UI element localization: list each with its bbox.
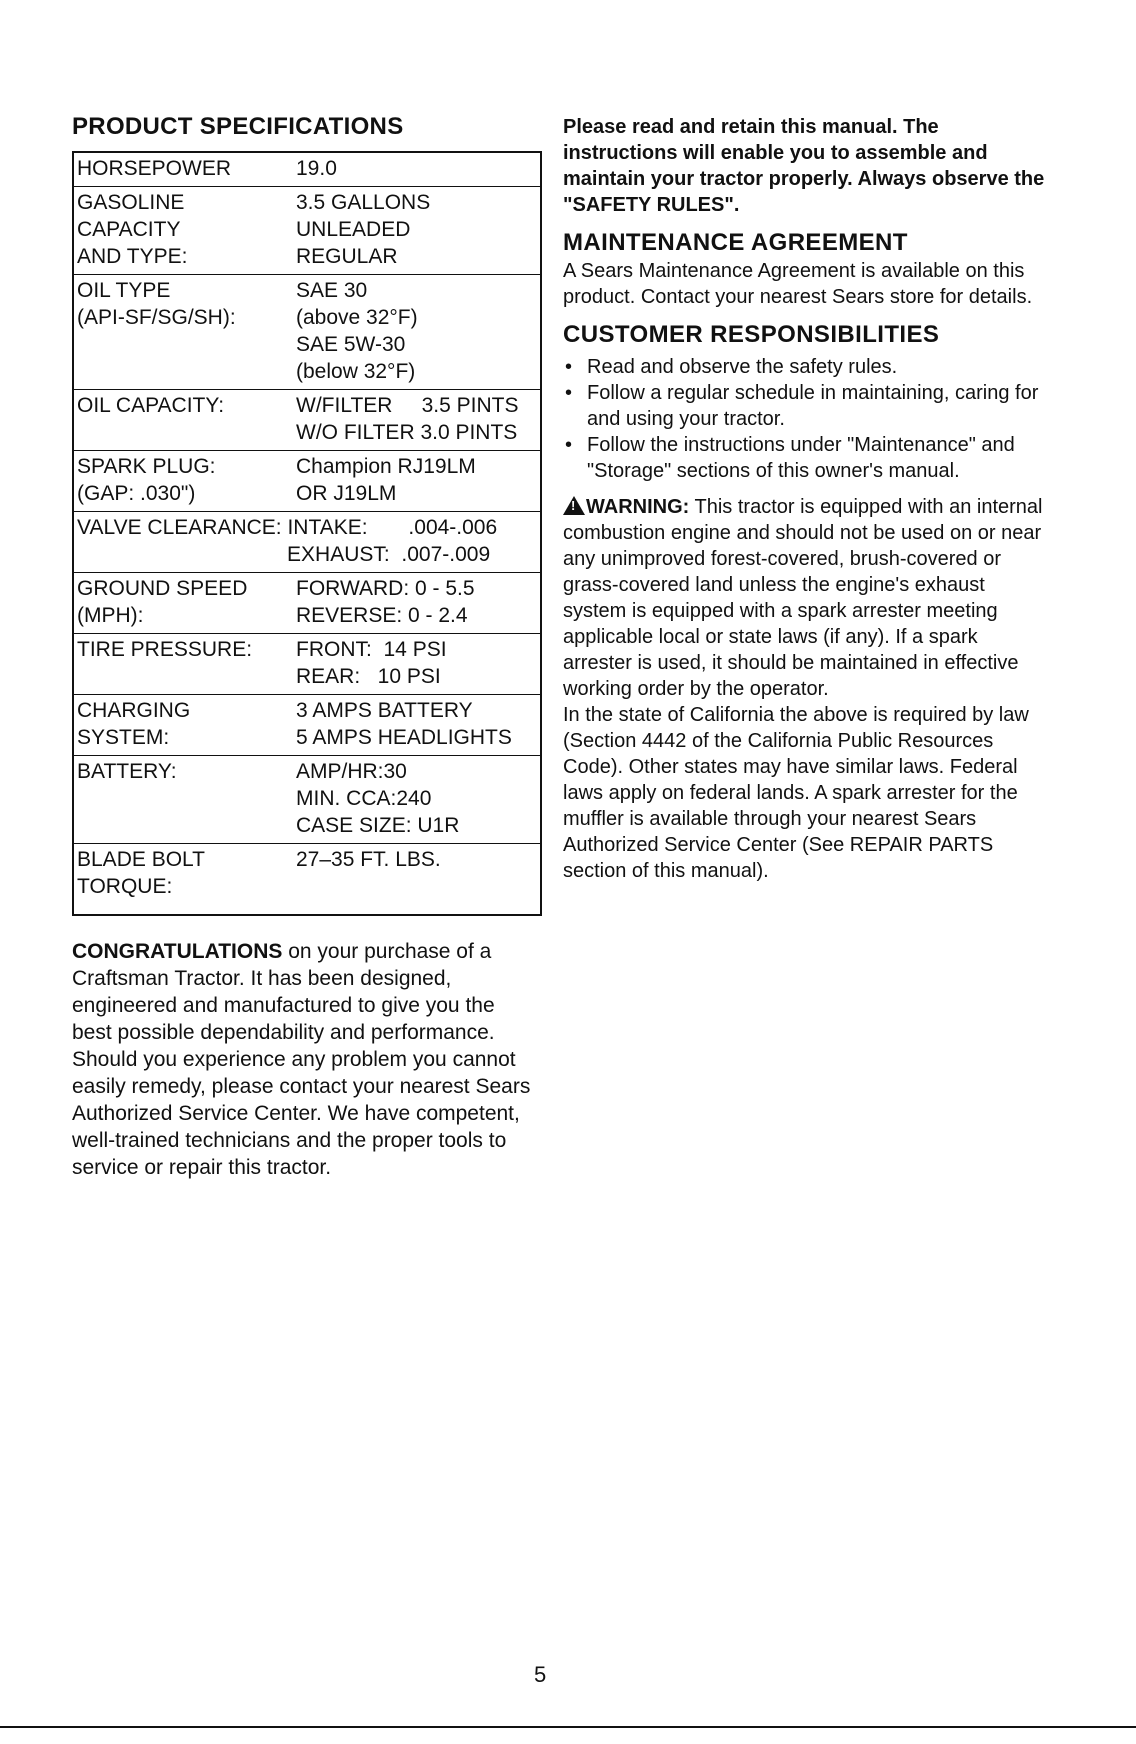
spec-label: HORSEPOWER [77, 157, 232, 180]
product-specifications-title: PRODUCT SPECIFICATIONS [72, 113, 404, 140]
intro-paragraph: Please read and retain this manual. The instructions will enable you to assemble and maintain your tractor properly. Always observe the "SAFETY RULES". [563, 116, 1045, 216]
congratulations-section [72, 938, 532, 1181]
warning-text: This tractor is equipped with an internal combustion engine and should not be used on or near any unimproved forest-covered, brush-covered or grass-covered land unless the engine's exhaust system is equipped with a spark arrester meeting applicable local or state laws (if any). If a spark arrester is used, it should be maintained in effective working order by the operator. [563, 496, 1043, 700]
left-column [72, 112, 542, 1181]
warning-label: WARNING: [586, 496, 690, 518]
spec-value: SAE 30 (above 32°F) SAE 5W-30 (below 32°F) [296, 279, 418, 383]
spec-row-battery [74, 755, 540, 843]
spec-row-oil-type [74, 274, 540, 389]
list-item: • Read and observe the safety rules. [563, 354, 1045, 380]
customer-responsibilities-heading: CUSTOMER RESPONSIBILITIES [563, 321, 940, 348]
spec-row-spark-plug [74, 450, 540, 511]
spec-row-horsepower [74, 153, 540, 186]
maintenance-agreement-text: A Sears Maintenance Agreement is available on this product. Contact your nearest Sears store for details. [563, 260, 1033, 308]
spec-label: BATTERY: [77, 760, 177, 783]
warning-triangle-icon [563, 496, 585, 515]
warning-paragraph [563, 494, 1045, 702]
spec-row-ground-speed [74, 572, 540, 633]
service-paragraph: Should you experience any problem you cannot easily remedy, please contact your nearest Sears Authorized Service Center. We have competent, well-trained technicians and the proper tools to service or repair this tractor. [72, 1048, 531, 1179]
spec-label: VALVE CLEARANCE: INTAKE: .004-.006 [77, 516, 498, 539]
maintenance-agreement-heading: MAINTENANCE AGREEMENT [563, 229, 908, 256]
spec-value: FORWARD: 0 - 5.5 REVERSE: 0 - 2.4 [296, 577, 475, 627]
spec-value: Champion RJ19LM OR J19LM [296, 455, 476, 505]
spec-value: FRONT: 14 PSI REAR: 10 PSI [296, 638, 447, 688]
spec-label: OIL CAPACITY: [77, 394, 225, 417]
spec-row-tire-pressure [74, 633, 540, 694]
spec-value: 27–35 FT. LBS. [296, 848, 441, 871]
right-column [563, 114, 1045, 884]
spec-value: W/FILTER 3.5 PINTS W/O FILTER 3.0 PINTS [296, 394, 519, 444]
congratulations-paragraph [72, 938, 532, 1046]
spec-value: 19.0 [296, 157, 337, 180]
spec-label: OIL TYPE (API-SF/SG/SH): [77, 279, 236, 329]
list-item: • Follow a regular schedule in maintaining, caring for and using your tractor. [563, 380, 1045, 432]
spec-row-valve-clearance [74, 511, 540, 572]
spec-label: SPARK PLUG: (GAP: .030") [77, 455, 216, 505]
spec-value: AMP/HR:30 MIN. CCA:240 CASE SIZE: U1R [296, 760, 460, 837]
list-item: • Follow the instructions under "Maintenance" and "Storage" sections of this owner's manual. [563, 432, 1045, 484]
spec-row-charging-system [74, 694, 540, 755]
spec-label: GASOLINE CAPACITY AND TYPE: [77, 191, 188, 268]
bottom-divider [0, 1726, 1136, 1728]
congratulations-text: on your purchase of a Craftsman Tractor. It has been designed, engineered and manufactured to give you the best possible dependability and performance. [72, 940, 495, 1044]
spec-label: BLADE BOLT TORQUE: [77, 848, 205, 898]
spec-row-blade-bolt [74, 843, 540, 914]
spec-value: EXHAUST: .007-.009 [77, 543, 491, 566]
spec-label: CHARGING SYSTEM: [77, 699, 191, 749]
page-number: 5 [534, 1662, 547, 1687]
responsibilities-list [563, 354, 1045, 484]
spec-value: 3 AMPS BATTERY 5 AMPS HEADLIGHTS [296, 699, 512, 749]
congratulations-lead: CONGRATULATIONS [72, 940, 283, 963]
spec-row-oil-capacity [74, 389, 540, 450]
spec-label: TIRE PRESSURE: [77, 638, 253, 661]
spec-value: 3.5 GALLONS UNLEADED REGULAR [296, 191, 431, 268]
spec-label: GROUND SPEED (MPH): [77, 577, 248, 627]
spec-row-gasoline [74, 186, 540, 274]
california-paragraph: In the state of California the above is required by law (Section 4442 of the California Public Resources Code). Other states may have similar laws. Federal laws apply on federal lands. A spark arrester for the muffler is available through your nearest Sears Authorized Service Center (See REPAIR PARTS section of this manual). [563, 704, 1029, 882]
specifications-table [72, 151, 542, 916]
